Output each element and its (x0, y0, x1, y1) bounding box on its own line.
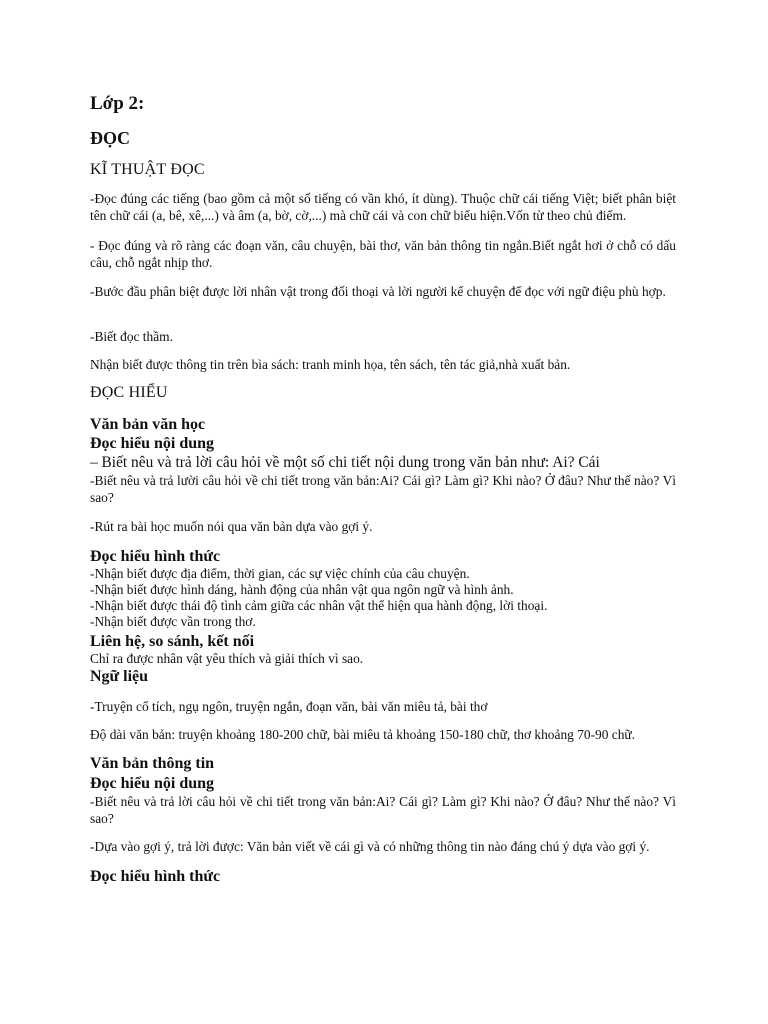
literary-text-heading: Văn bản văn học (90, 416, 206, 433)
reading-technique-heading: KĨ THUẬT ĐỌC (90, 161, 205, 178)
reading-heading: ĐỌC (90, 128, 130, 148)
technique-paragraph-5: Nhận biết được thông tin trên bìa sách: tranh minh họa, tên sách, tên tác giả,nhà xuất bản. (90, 357, 571, 372)
literary-form-heading: Đọc hiểu hình thức (90, 548, 221, 565)
grade-heading: Lớp 2: (90, 93, 145, 114)
technique-paragraph-3: -Bước đầu phân biệt được lời nhân vật trong đối thoại và lời người kể chuyện để đọc với ngữ điệu phù hợp. (90, 284, 666, 299)
connection-heading: Liên hệ, so sánh, kết nối (90, 633, 255, 650)
list-item: -Nhận biết được thái độ tình cảm giữa các nhân vật thể hiện qua hành động, lời thoại. (90, 598, 548, 613)
technique-paragraph-2: - Đọc đúng và rõ ràng các đoạn văn, câu chuyện, bài thơ, văn bản thông tin ngắn.Biết ngắt hơi ở chỗ có dấu câu, chỗ ngắt nhịp thơ. (90, 238, 676, 270)
materials-heading: Ngữ liệu (90, 668, 149, 685)
technique-paragraph-4: -Biết đọc thầm. (90, 329, 173, 344)
literary-content-heading: Đọc hiểu nội dung (90, 435, 215, 452)
list-item: -Nhận biết được vần trong thơ. (90, 614, 256, 629)
comprehension-heading: ĐỌC HIỂU (90, 384, 168, 401)
list-item: -Nhận biết được hình dáng, hành động của nhân vật qua ngôn ngữ và hình ảnh. (90, 582, 514, 597)
literary-content-paragraph-2: -Rút ra bài học muốn nói qua văn bản dựa vào gợi ý. (90, 519, 373, 534)
info-content-paragraph-2: -Dựa vào gợi ý, trả lời được: Văn bản viết về cái gì và có những thông tin nào đáng chú ý dựa vào gợi ý. (90, 839, 650, 854)
info-content-heading: Đọc hiểu nội dung (90, 775, 215, 792)
info-content-paragraph-1: -Biết nêu và trả lời câu hỏi về chi tiết trong văn bản:Ai? Cái gì? Làm gì? Khi nào? Ở đâu? Như thế nào? Vì sao? (90, 794, 676, 826)
literary-content-paragraph-1: -Biết nêu và trả lười câu hỏi về chi tiết trong văn bản:Ai? Cái gì? Làm gì? Khi nào? Ở đâu? Như thế nào? Vì sao? (90, 473, 676, 505)
materials-paragraph-2: Độ dài văn bản: truyện khoảng 180-200 chữ, bài miêu tả khoảng 150-180 chữ, thơ khoảng 70-90 chữ. (90, 727, 636, 742)
technique-paragraph-1: -Đọc đúng các tiếng (bao gồm cả một số tiếng có vần khó, ít dùng). Thuộc chữ cái tiếng Việt; biết phân biệt tên chữ cái (a, bê, xê,...) và âm (a, bờ, cờ,...) mà chữ cái và con chữ biểu hiện.Vốn từ theo chủ điểm. (90, 191, 676, 223)
list-item: -Nhận biết được địa điểm, thời gian, các sự việc chính của câu chuyện. (90, 566, 470, 581)
materials-paragraph-1: -Truyện cổ tích, ngụ ngôn, truyện ngắn, đoạn văn, bài văn miêu tả, bài thơ (90, 699, 488, 714)
info-text-heading: Văn bản thông tin (90, 755, 215, 772)
connection-text: Chỉ ra được nhân vật yêu thích và giải thích vì sao. (90, 651, 364, 666)
info-form-heading: Đọc hiểu hình thức (90, 868, 221, 885)
literary-content-intro: – Biết nêu và trả lời câu hỏi về một số chi tiết nội dung trong văn bản như: Ai? Cái (90, 454, 600, 471)
